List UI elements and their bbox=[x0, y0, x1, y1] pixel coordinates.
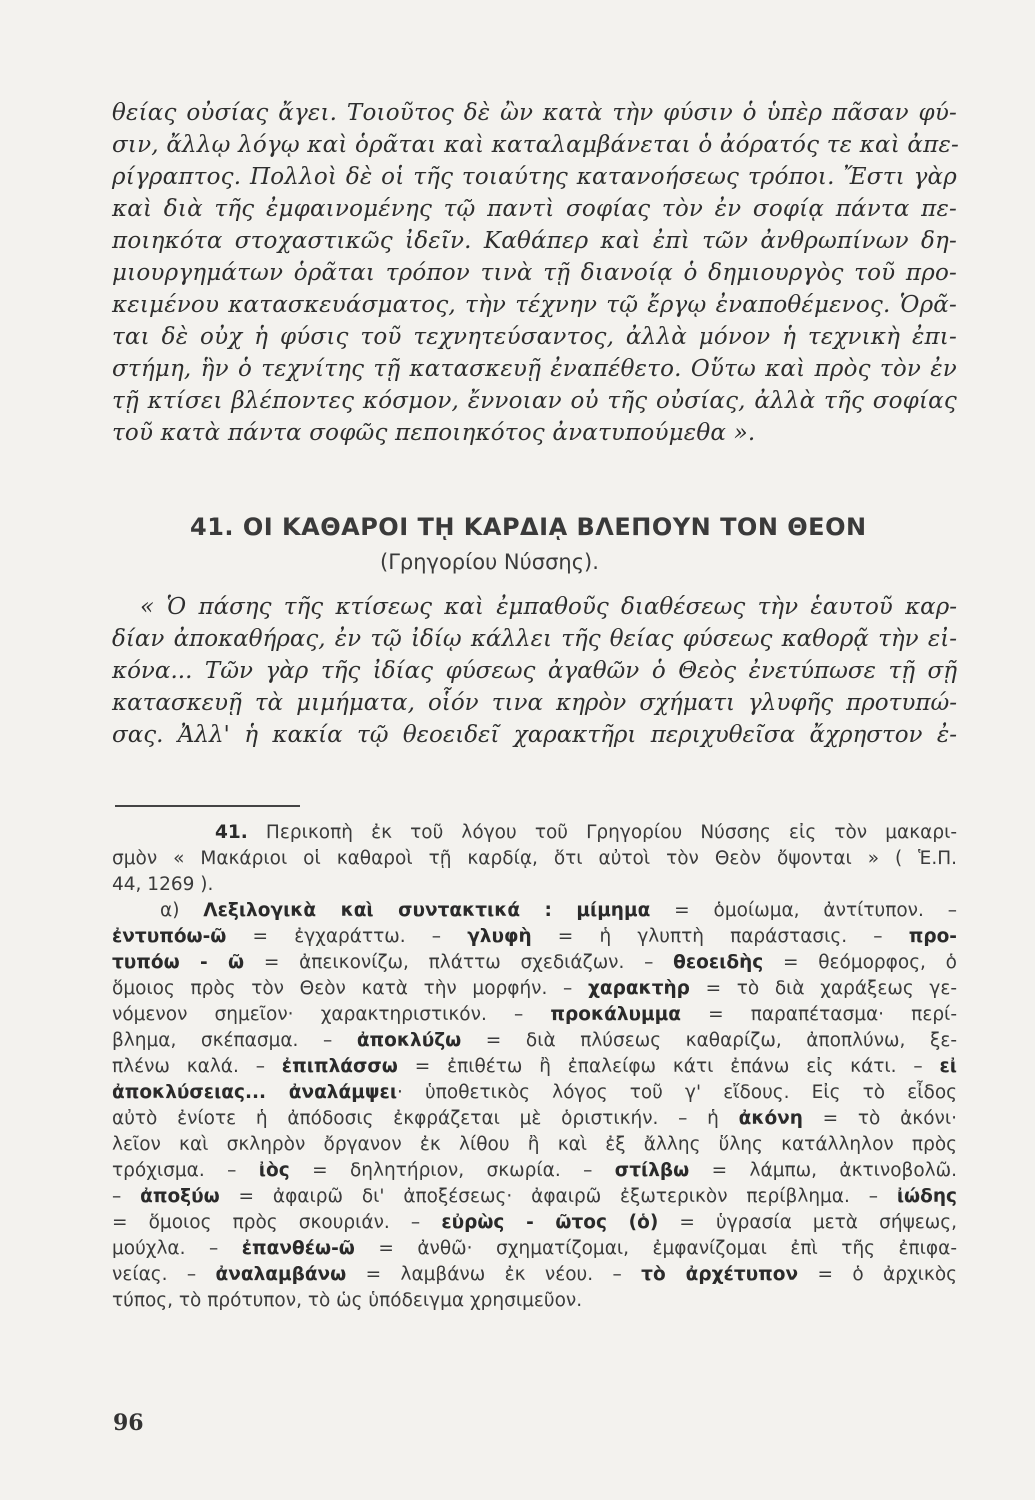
section-subtitle: (Γρηγορίου Νύσσης). bbox=[380, 550, 599, 574]
text-line: τοῦ κατὰ πάντα σοφῶς πεποιηκότος ἀνατυπούμεθα ». bbox=[112, 420, 756, 446]
footnote-term: εὐρὼς - ῶτος (ὁ) bbox=[441, 1212, 659, 1233]
footnote-text: = ἐγχαράττω. – bbox=[226, 926, 468, 947]
footnote-term: ἰὸς bbox=[258, 1160, 290, 1181]
footnote-text: = τὸ διὰ χαράξεως γε- bbox=[689, 978, 957, 999]
footnote-line bbox=[112, 1028, 957, 1054]
footnote-line bbox=[112, 898, 957, 924]
footnote-line bbox=[112, 1054, 957, 1080]
footnote-line bbox=[112, 1210, 957, 1236]
footnote-text: = ἀπεικονίζω, πλάττω σχεδιάζων. – bbox=[244, 952, 674, 973]
footnote-term: εἰ bbox=[939, 1056, 957, 1077]
text-line: κόνα... Τῶν γὰρ τῆς ἰδίας φύσεως ἀγαθῶν ὁ Θεὸς ἐνετύπωσε τῇ σῇ bbox=[112, 658, 957, 684]
footnote-term: προκάλυμμα bbox=[550, 1004, 681, 1025]
footnote-text: σμὸν « Μακάριοι οἱ καθαροὶ τῇ καρδίᾳ, ὅτι αὐτοὶ τὸν Θεὸν ὄψονται » ( Ἑ.Π. bbox=[112, 848, 957, 869]
footnote-line bbox=[112, 950, 957, 976]
footnote-term: ἰώδης bbox=[896, 1186, 957, 1207]
text-line: μιουργημάτων ὁρᾶται τρόπον τινὰ τῇ διανοίᾳ ὁ δημιουργὸς τοῦ προ- bbox=[112, 260, 957, 286]
footnote-term: στίλβω bbox=[614, 1160, 690, 1181]
quote-paragraph bbox=[112, 591, 957, 751]
footnote-line bbox=[112, 1080, 957, 1106]
footnote-text: = θεόμορφος, ὁ bbox=[763, 952, 957, 973]
footnote-line bbox=[112, 1262, 957, 1288]
footnote-term: ἐντυπόω-ῶ bbox=[112, 926, 227, 947]
footnote-line bbox=[112, 846, 957, 872]
footnote-term: Λεξιλογικὰ καὶ συντακτικά : μίμημα bbox=[203, 900, 651, 921]
footnote-term: ἀποκλύσειας... ἀναλάμψει bbox=[112, 1082, 398, 1103]
footnote-term: ἀποκλύζω bbox=[356, 1030, 462, 1051]
text-line: σιν, ἄλλῳ λόγῳ καὶ ὁρᾶται καὶ καταλαμβάνεται ὁ ἀόρατός τε καὶ ἀπε- bbox=[112, 132, 959, 158]
footnote-text: = ἀνθῶ· σχηματίζομαι, ἐμφανίζομαι ἐπὶ τῆς ἐπιφα- bbox=[354, 1238, 957, 1259]
footnote-divider bbox=[115, 805, 300, 807]
footnote-text: Περικοπὴ ἐκ τοῦ λόγου τοῦ Γρηγορίου Νύσσης εἰς τὸν μακαρι- bbox=[247, 822, 957, 843]
footnote-line bbox=[112, 924, 957, 950]
text-line: θείας οὐσίας ἄγει. Τοιοῦτος δὲ ὢν κατὰ τὴν φύσιν ὁ ὑπὲρ πᾶσαν φύ- bbox=[112, 100, 957, 126]
footnote-text: = παραπέτασμα· περί- bbox=[680, 1004, 957, 1025]
footnote-text: = ὁ ἀρχικὸς bbox=[798, 1264, 957, 1285]
text-line: ποιηκότα στοχαστικῶς ἰδεῖν. Καθάπερ καὶ ἐπὶ τῶν ἀνθρωπίνων δη- bbox=[112, 228, 957, 254]
footnote-text: ὅμοιος πρὸς τὸν Θεὸν κατὰ τὴν μορφήν. – bbox=[112, 978, 588, 999]
footnote-term: χαρακτὴρ bbox=[587, 978, 690, 999]
section-heading: 41. ΟΙ ΚΑΘΑΡΟΙ Τῌ ΚΑΡΔΙᾼ ΒΛΕΠΟΥΝ ΤΟΝ ΘΕΟΝ bbox=[190, 513, 867, 541]
footnote-term: ἀκόνη bbox=[738, 1108, 803, 1129]
footnote-term: θεοειδὴς bbox=[673, 952, 764, 973]
footnote-text: = ἡ γλυπτὴ παράστασις. – bbox=[531, 926, 909, 947]
footnote-term: προ- bbox=[908, 926, 957, 947]
footnote-text: α) bbox=[160, 900, 204, 921]
text-line: « Ὁ πάσης τῆς κτίσεως καὶ ἐμπαθοῦς διαθέσεως τὴν ἑαυτοῦ καρ- bbox=[140, 594, 957, 620]
footnote-text: · ὑποθετικὸς λόγος τοῦ γ' εἴδους. Εἰς τὸ εἶδος bbox=[397, 1082, 957, 1103]
footnote-text: αὐτὸ ἐνίοτε ἡ ἀπόδοσις ἐκφράζεται μὲ ὁριστικήν. – ἡ bbox=[112, 1108, 739, 1129]
text-line: ται δὲ οὐχ ἡ φύσις τοῦ τεχνητεύσαντος, ἀλλὰ μόνον ἡ τεχνικὴ ἐπι- bbox=[112, 324, 957, 350]
text-line: καὶ διὰ τῆς ἐμφαινομένης τῷ παντὶ σοφίας τὸν ἐν σοφίᾳ πάντα πε- bbox=[112, 196, 957, 222]
footnote-text: = διὰ πλύσεως καθαρίζω, ἀποπλύνω, ξε- bbox=[461, 1030, 957, 1051]
footnote-text: τύπος, τὸ πρότυπον, τὸ ὡς ὑπόδειγμα χρησιμεῦον. bbox=[112, 1290, 583, 1311]
text-line: στήμη, ἣν ὁ τεχνίτης τῇ κατασκευῇ ἐναπέθετο. Οὕτω καὶ πρὸς τὸν ἐν bbox=[112, 356, 957, 382]
footnote-text: νείας. – bbox=[112, 1264, 216, 1285]
footnote-text: = λαμβάνω ἐκ νέου. – bbox=[346, 1264, 642, 1285]
footnote-text: – bbox=[112, 1186, 141, 1207]
text-line: σας. Ἀλλ' ἡ κακία τῷ θεοειδεῖ χαρακτῆρι περιχυθεῖσα ἄχρηστον ἐ- bbox=[112, 722, 957, 748]
footnote-text: νόμενον σημεῖον· χαρακτηριστικόν. – bbox=[112, 1004, 551, 1025]
footnote-text: = ὅμοιος πρὸς σκουριάν. – bbox=[112, 1212, 442, 1233]
footnote-line bbox=[112, 1184, 957, 1210]
footnote-line bbox=[112, 820, 957, 846]
text-line: δίαν ἀποκαθήρας, ἐν τῷ ἰδίῳ κάλλει τῆς θείας φύσεως καθορᾷ τὴν εἰ- bbox=[112, 626, 957, 652]
body-paragraph bbox=[112, 97, 957, 449]
footnote-text: = δηλητήριον, σκωρία. – bbox=[289, 1160, 615, 1181]
footnote-term: τὸ ἀρχέτυπον bbox=[641, 1264, 799, 1285]
footnote-text: 44, 1269 ). bbox=[112, 874, 214, 895]
text-line: τῇ κτίσει βλέποντες κόσμον, ἔννοιαν οὐ τῆς οὐσίας, ἀλλὰ τῆς σοφίας bbox=[112, 388, 957, 414]
footnote-text: λεῖον καὶ σκληρὸν ὄργανον ἐκ λίθου ἢ καὶ ἐξ ἄλλης ὕλης κατάλληλον πρὸς bbox=[112, 1134, 957, 1155]
footnote-term: 41. bbox=[215, 822, 248, 843]
footnote-text: βλημα, σκέπασμα. – bbox=[112, 1030, 357, 1051]
footnote-text: = ἐπιθέτω ἢ ἐπαλείφω κάτι ἐπάνω εἰς κάτι. – bbox=[397, 1056, 940, 1077]
footnote-term: ἀναλαμβάνω bbox=[215, 1264, 347, 1285]
footnote-line bbox=[112, 1106, 957, 1132]
footnote-line bbox=[112, 1288, 957, 1314]
footnote-line bbox=[112, 1236, 957, 1262]
footnote-line bbox=[112, 1132, 957, 1158]
text-line: κατασκευῇ τὰ μιμήματα, οἷόν τινα κηρὸν σχήματι γλυφῆς προτυπώ- bbox=[112, 690, 957, 716]
footnote-term: ἀποξύω bbox=[140, 1186, 220, 1207]
footnote-line bbox=[112, 872, 957, 898]
footnote-line bbox=[112, 976, 957, 1002]
footnote-text: τρόχισμα. – bbox=[112, 1160, 259, 1181]
footnotes bbox=[112, 820, 957, 1314]
footnote-term: ἐπανθέω-ῶ bbox=[241, 1238, 355, 1259]
text-line: ρίγραπτος. Πολλοὶ δὲ οἱ τῆς τοιαύτης κατανοήσεως τρόποι. Ἔστι γὰρ bbox=[112, 164, 957, 190]
footnote-text: = τὸ ἀκόνι· bbox=[802, 1108, 958, 1129]
footnote-term: ἐπιπλάσσω bbox=[281, 1056, 398, 1077]
footnote-text: = ὁμοίωμα, ἀντίτυπον. – bbox=[650, 900, 958, 921]
footnote-text: = ὑγρασία μετὰ σήψεως, bbox=[658, 1212, 958, 1233]
page-number: 96 bbox=[113, 1410, 144, 1436]
footnote-text: = ἀφαιρῶ δι' ἀποξέσεως· ἀφαιρῶ ἐξωτερικὸν περίβλημα. – bbox=[219, 1186, 897, 1207]
footnote-term: γλυφὴ bbox=[467, 926, 532, 947]
footnote-text: = λάμπω, ἀκτινοβολῶ. bbox=[689, 1160, 957, 1181]
footnote-text: μούχλα. – bbox=[112, 1238, 242, 1259]
footnote-text: πλένω καλά. – bbox=[112, 1056, 282, 1077]
text-line: κειμένου κατασκευάσματος, τὴν τέχνην τῷ ἔργῳ ἐναποθέμενος. Ὁρᾶ- bbox=[112, 292, 957, 318]
footnote-line bbox=[112, 1002, 957, 1028]
footnote-line bbox=[112, 1158, 957, 1184]
footnote-term: τυπόω - ῶ bbox=[112, 952, 245, 973]
